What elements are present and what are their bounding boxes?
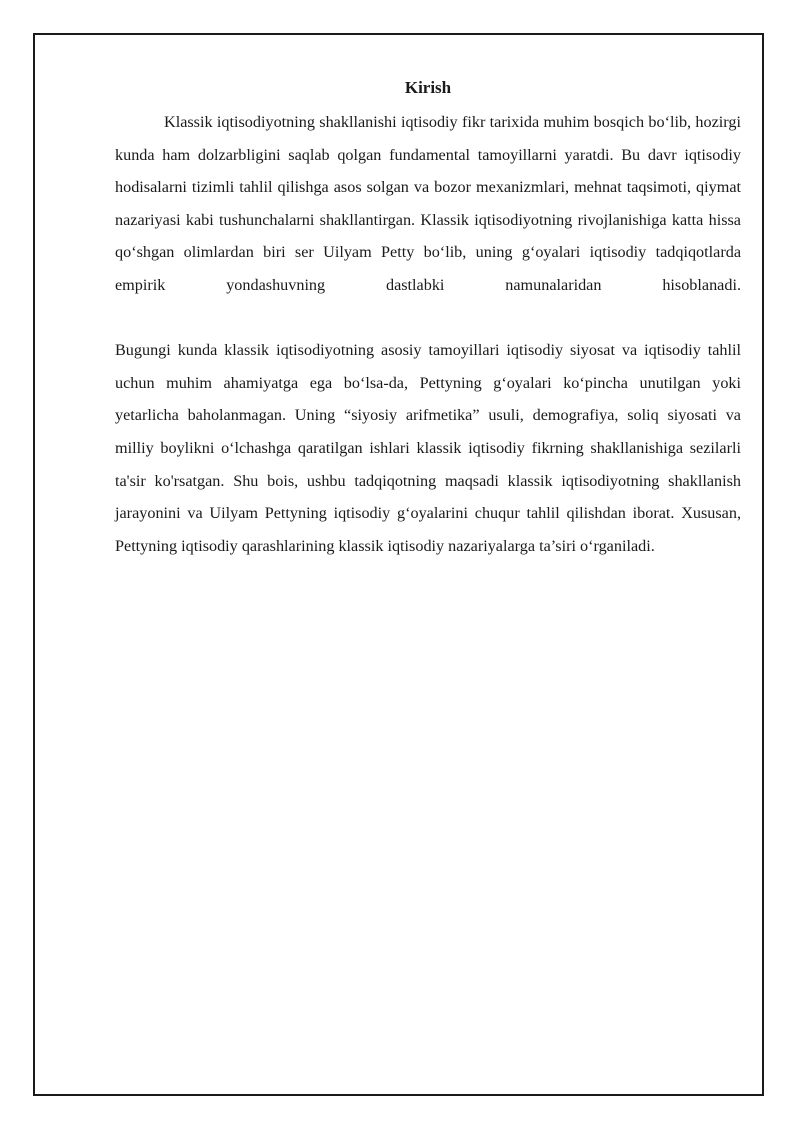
document-title: Kirish — [404, 78, 452, 97]
paragraph-introduction: Klassik iqtisodiyotning shakllanishi iqtisodiy fikr tarixida muhim bosqich bo‘lib, hozirgi kunda ham dolzarbligini saqlab qolgan fundamental tamoyillarni yaratdi. Bu davr iqtisodiy hodisalarni tizimli tahlil qilishga asos solgan va bozor mexanizmlari, mehnat taqsimoti, qiymat nazariyasi kabi tushunchalarni shakllantirgan. Klassik iqtisodiyotning rivojlanishiga katta hissa qo‘shgan olimlardan biri ser Uilyam Petty bo‘lib, uning g‘oyalari iqtisodiy tadqiqotlarda empirik yondashuvning dastlabki namunalaridan hisoblanadi. — [115, 113, 741, 294]
paragraph-purpose: Bugungi kunda klassik iqtisodiyotning asosiy tamoyillari iqtisodiy siyosat va iqtisodiy tahlil uchun muhim ahamiyatga ega bo‘lsa-da, Pettyning g‘oyalari ko‘pincha unutilgan yoki yetarlicha baholanmagan. Uning “siyosiy arifmetika” usuli, demografiya, soliq siyosati va milliy boylikni o‘lchashga qaratilgan ishlari klassik iqtisodiy fikrning shakllanishiga sezilarli ta'sir ko'rsatgan. Shu bois, ushbu tadqiqotning maqsadi klassik iqtisodiyotning shakllanish jarayonini va Uilyam Pettyning iqtisodiy g‘oyalarini chuqur tahlil qilishdan iborat. Xususan, Pettyning iqtisodiy qarashlarining klassik iqtisodiy nazariyalarga ta’siri o‘rganiladi. — [115, 341, 741, 555]
document-body — [115, 77, 741, 562]
